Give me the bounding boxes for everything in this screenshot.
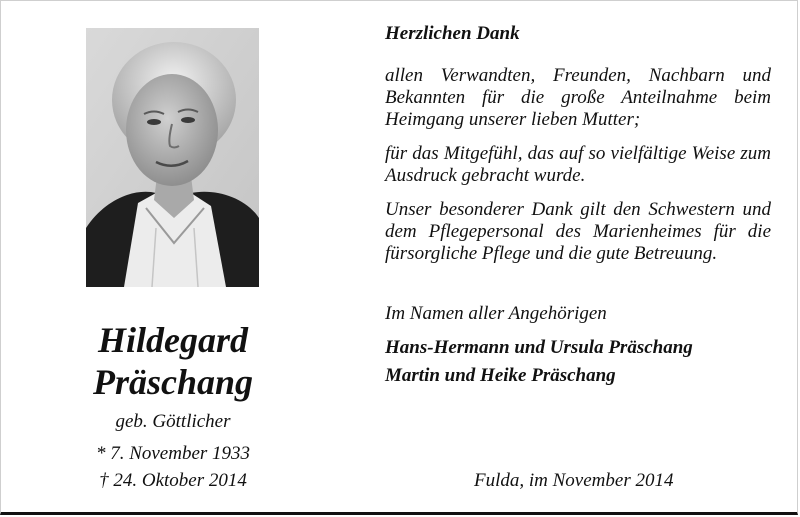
thanks-paragraph-1: allen Verwandten, Freunden, Nachbarn und Bekannten für die große Anteilnahme beim Heimgang unserer lieben Mutter; — [385, 65, 771, 130]
thanks-paragraph-2: für das Mitgefühl, das auf so vielfältige Weise zum Ausdruck gebracht wurde. — [385, 143, 771, 186]
thanks-paragraph-3: Unser besonderer Dank gilt den Schwestern und dem Pflegepersonal des Marienheimes für die fürsorgliche Pflege und die gute Betreuung. — [385, 199, 771, 264]
birth-date: * 7. November 1933 — [95, 443, 251, 464]
deceased-last-name: Präschang — [92, 362, 254, 402]
deceased-first-name: Hildegard — [98, 320, 248, 360]
death-date: † 24. Oktober 2014 — [99, 470, 247, 491]
on-behalf-line: Im Namen aller Angehörigen — [385, 303, 607, 324]
portrait-photo — [86, 28, 259, 287]
signatory-1: Hans-Hermann und Ursula Präschang — [385, 337, 693, 358]
birth-name: geb. Göttlicher — [115, 411, 231, 432]
place-date: Fulda, im November 2014 — [474, 470, 674, 491]
thanks-heading: Herzlichen Dank — [385, 23, 520, 44]
signatory-2: Martin und Heike Präschang — [385, 365, 616, 386]
